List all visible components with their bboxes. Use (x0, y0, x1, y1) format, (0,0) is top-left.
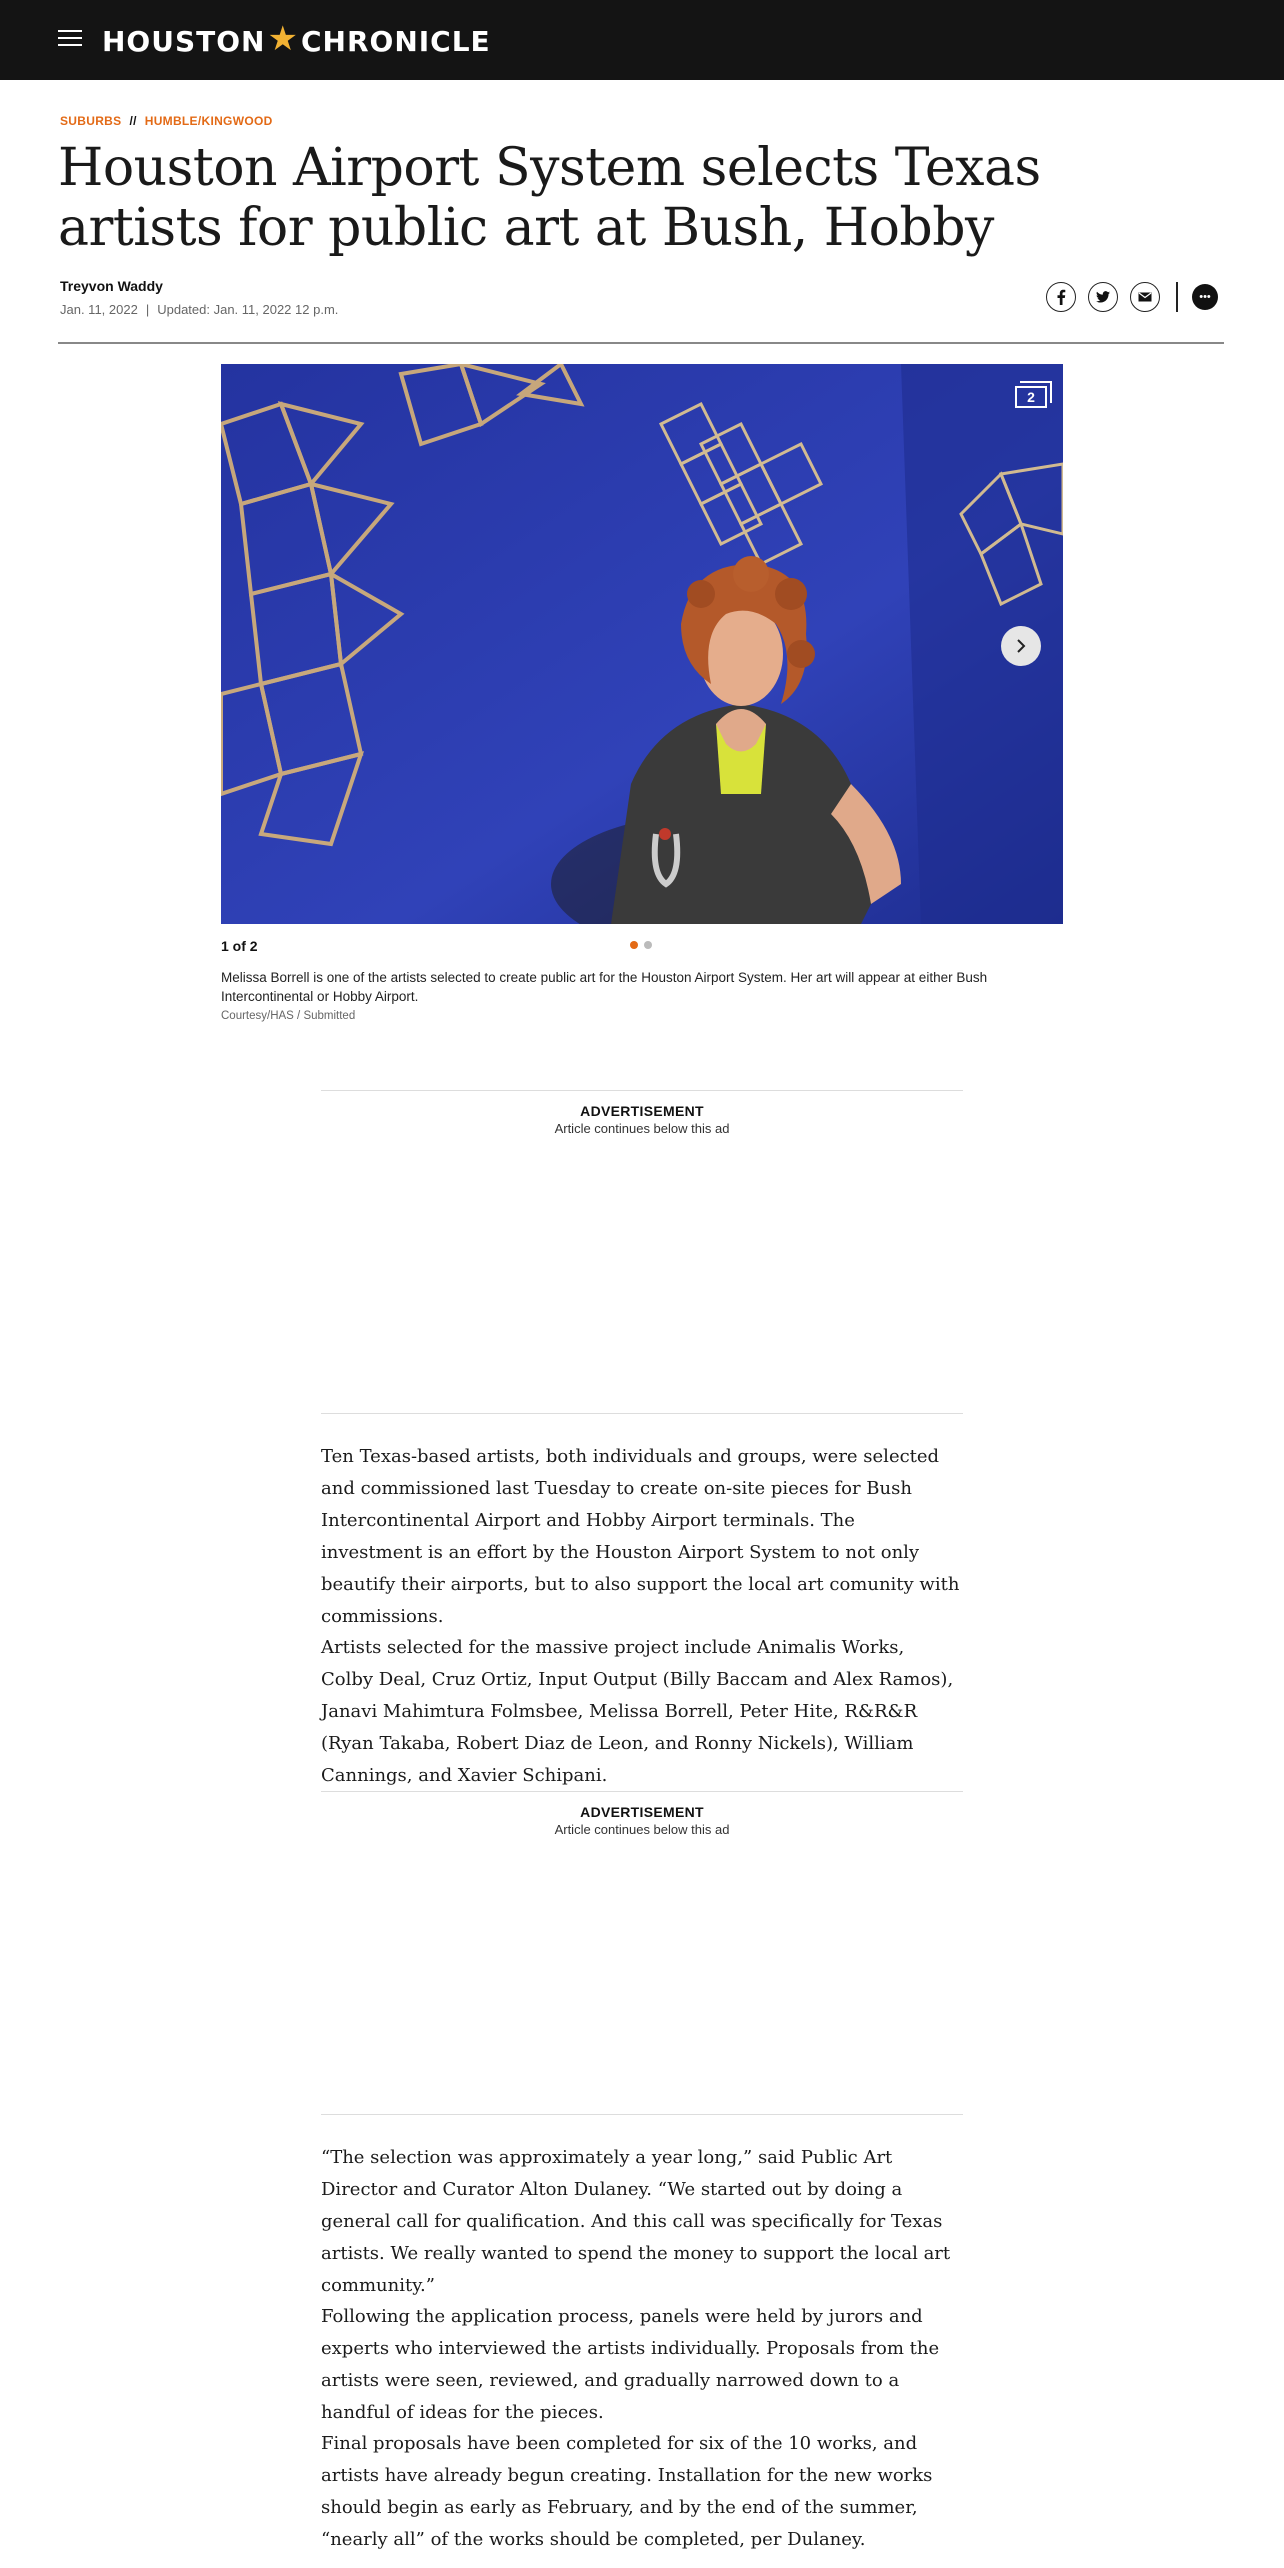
breadcrumb-humble-kingwood[interactable]: HUMBLE/KINGWOOD (144, 114, 273, 128)
artwork-photo (221, 364, 1063, 924)
ad-label: ADVERTISEMENT (580, 1804, 704, 1820)
article-headline: Houston Airport System selects Texas artists for public art at Bush, Hobby (58, 138, 1041, 258)
slide-dot-2[interactable] (644, 941, 652, 949)
updated-date: Updated: Jan. 11, 2022 12 p.m. (157, 302, 339, 317)
site-logo[interactable] (102, 20, 491, 62)
gallery-image[interactable] (221, 364, 1063, 924)
twitter-icon[interactable] (1088, 282, 1118, 312)
hamburger-menu-icon[interactable] (58, 30, 82, 50)
logo-text-houston: HOUSTON (102, 24, 266, 58)
ad-label: ADVERTISEMENT (580, 1103, 704, 1119)
breadcrumb-suburbs[interactable]: SUBURBS (60, 114, 122, 128)
article-dates (60, 302, 338, 317)
image-count-badge[interactable]: 2 (1015, 386, 1047, 408)
published-date: Jan. 11, 2022 (60, 302, 138, 317)
share-bar (1046, 282, 1218, 312)
share-divider (1176, 282, 1178, 312)
comments-icon[interactable]: ••• (1192, 284, 1218, 310)
advertisement-slot-2 (321, 1791, 963, 2115)
header-rule (58, 342, 1224, 344)
breadcrumb-separator: // (129, 114, 137, 128)
site-header (0, 0, 1284, 80)
article-paragraph: “The selection was approximately a year long,” said Public Art Director and Curator Alton Dulaney. “We started out by doing a general call for qualification. And this call was specifically for Texas artists. We really wanted to spend the money to support the local art community.” (321, 2147, 951, 2296)
logo-text-chronicle: CHRONICLE (300, 24, 491, 58)
author-byline[interactable]: Treyvon Waddy (60, 278, 163, 294)
facebook-icon[interactable] (1046, 282, 1076, 312)
date-separator: | (145, 302, 150, 317)
ad-sublabel: Article continues below this ad (554, 1822, 730, 1837)
article-paragraph: Ten Texas-based artists, both individuals and groups, were selected and commissioned last Tuesday to create on-site pieces for Bush Intercontinental Airport and Hobby Airport terminals. The investment is an effort by the Houston Airport System to not only beautify their airports, but to also support the local art comunity with commissions. (321, 1446, 960, 1627)
article-paragraph: Final proposals have been completed for six of the 10 works, and artists have already begun creating. Installation for the new works should begin as early as February, and by the end of the summer, “nearly all” of the works should be completed, per Dulaney. (321, 2433, 933, 2550)
slide-dots (630, 941, 658, 949)
star-icon: ★ (267, 19, 299, 59)
article-paragraph: Following the application process, panels were held by jurors and experts who interviewed the artists individually. Proposals from the artists were seen, reviewed, and gradually narrowed down to a handful of ideas for the pieces. (321, 2306, 940, 2423)
advertisement-slot-1 (321, 1090, 963, 1414)
email-icon[interactable] (1130, 282, 1160, 312)
next-slide-button[interactable] (1001, 626, 1041, 666)
image-caption: Melissa Borrell is one of the artists selected to create public art for the Houston Airport System. Her art will appear at either Bush Intercontinental or Hobby Airport. (221, 970, 988, 1004)
slide-position: 1 of 2 (221, 938, 258, 954)
ad-sublabel: Article continues below this ad (554, 1121, 730, 1136)
image-credit: Courtesy/HAS / Submitted (221, 1010, 356, 1022)
chevron-right-icon (1016, 639, 1026, 653)
slide-dot-1[interactable] (630, 941, 638, 949)
article-paragraph: Artists selected for the massive project include Animalis Works, Colby Deal, Cruz Ortiz, Input Output (Billy Baccam and Alex Ramos), Janavi Mahimtura Folmsbee, Melissa Borrell, Peter Hite, R&R&R (Ryan Takaba, Robert Diaz de Leon, and Ronny Nickels), William Cannings, and Xavier Schipani. (321, 1637, 954, 1786)
breadcrumb (60, 114, 273, 128)
